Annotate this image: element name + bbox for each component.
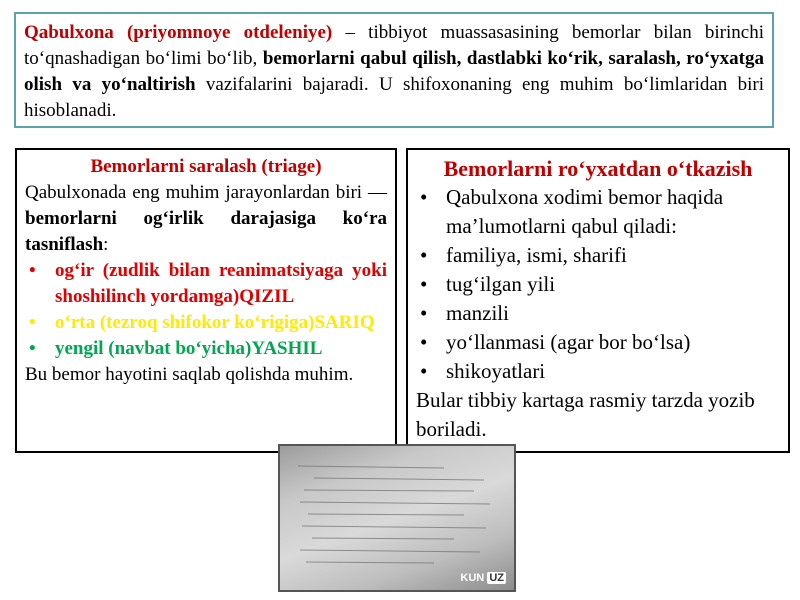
document-photo: [278, 444, 516, 592]
triage-box: [15, 148, 397, 453]
triage-intro-text: Qabulxonada eng muhim jarayonlardan biri —: [25, 182, 387, 203]
intro-text-1: – tibbiyot muassasasining bemorlar bilan birinchi to‘qnashadigan bo‘limi bo‘lib,: [24, 22, 765, 69]
triage-intro: [25, 180, 387, 258]
triage-item-red: • og‘ir (zudlik bilan reanimatsiyaga yoki shoshilinch yordamga)QIZIL: [25, 258, 387, 310]
registration-item: • shikoyatlari: [416, 357, 780, 386]
registration-footer: Bular tibbiy kartaga rasmiy tarzda yozib boriladi.: [416, 388, 755, 441]
intro-box: [14, 12, 774, 128]
triage-footer: Bu bemor hayotini saqlab qolishda muhim.: [25, 364, 354, 385]
registration-item: • familiya, ismi, sharifi: [416, 241, 780, 270]
registration-title: Bemorlarni ro‘yxatdan o‘tkazish: [443, 156, 753, 181]
registration-item: • tug‘ilgan yili: [416, 270, 780, 299]
logo-badge: UZ: [489, 572, 504, 584]
triage-item-yellow: • o‘rta (tezroq shifokor ko‘rigiga)SARIQ: [25, 310, 387, 336]
triage-intro-end: :: [103, 234, 109, 255]
registration-item: • yo‘llanmasi (agar bor bo‘lsa): [416, 328, 780, 357]
registration-box: [406, 148, 790, 453]
registration-item: • Qabulxona xodimi bemor haqida ma’lumotlarni qabul qiladi:: [416, 183, 780, 241]
handwriting-lines: [294, 458, 494, 578]
triage-title: Bemorlarni saralash (triage): [90, 156, 322, 177]
intro-functions: bemorlarni qabul qilish, dastlabki ko‘rik, saralash, ro‘yxatga olish va yo‘naltirish: [24, 48, 764, 95]
triage-item-green: • yengil (navbat bo‘yicha)YASHIL: [25, 336, 387, 362]
intro-term: Qabulxona (priyomnoye otdeleniye): [24, 22, 333, 43]
intro-text-2: vazifalarini bajaradi. U shifoxonaning eng muhim bo‘limlaridan biri hisoblanadi.: [24, 74, 764, 121]
registration-item: • manzili: [416, 299, 780, 328]
logo-text: KUN: [460, 572, 485, 584]
registration-list: [416, 183, 780, 386]
kun-uz-logo: [460, 572, 506, 584]
triage-intro-bold: bemorlarni og‘irlik darajasiga ko‘ra tasniflash: [25, 208, 387, 255]
triage-list: [25, 258, 387, 362]
